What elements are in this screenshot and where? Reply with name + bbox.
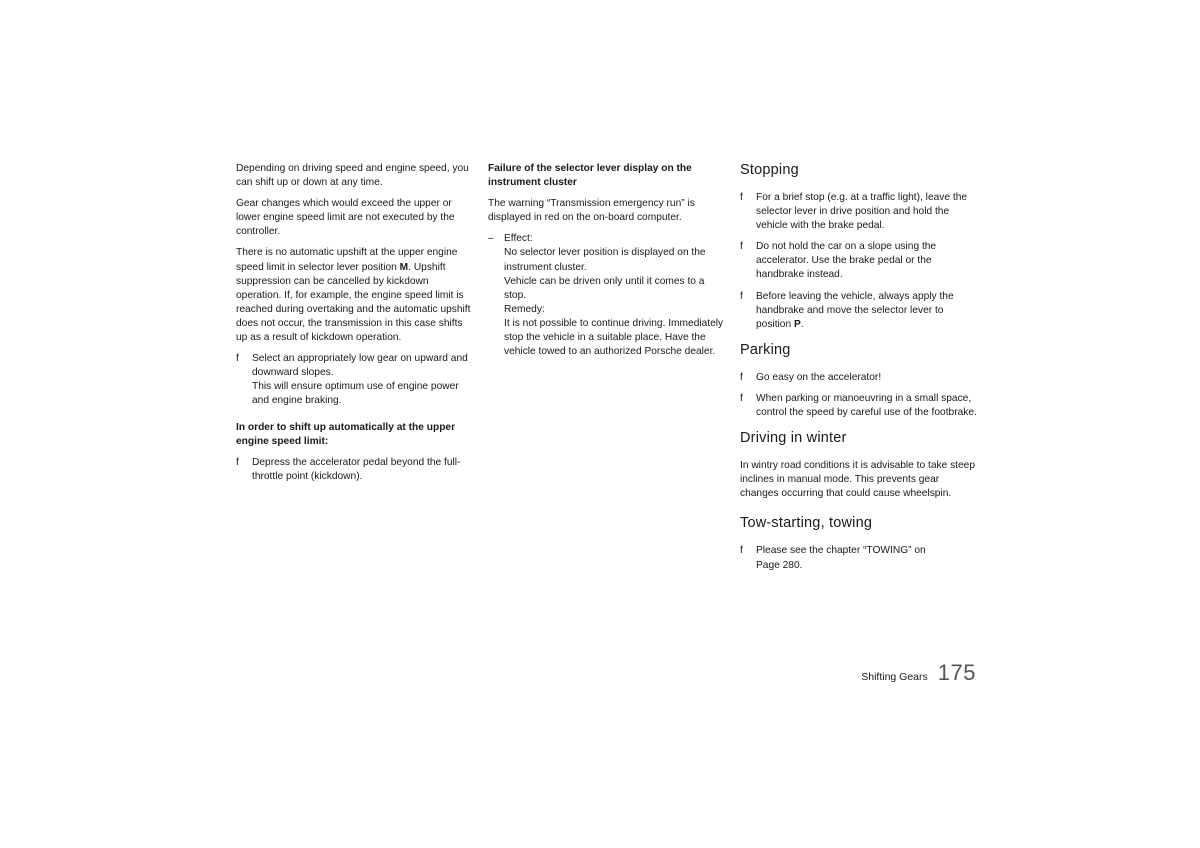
bullet-icon: f — [236, 353, 239, 365]
paragraph — [236, 246, 476, 345]
item-text: . — [800, 318, 804, 330]
page-number: 175 — [937, 660, 976, 685]
item-text: Select an appropriately low gear on upward and downward slopes. — [252, 353, 468, 379]
paragraph: In wintry road conditions it is advisable to take steep inclines in manual mode. This prevents gear changes occurring that could cause wheelspin. — [740, 460, 976, 500]
item-text: This will ensure optimum use of engine power and engine braking. — [252, 381, 459, 407]
remedy-label: Remedy: — [504, 303, 545, 315]
item-text: Please see the chapter “TOWING” on — [756, 545, 926, 557]
list-item — [488, 232, 724, 359]
text: . Upshift suppression can be cancelled by kickdown operation. If, for example, the engine speed limit is reached during overtaking and the automatic upshift does not occur, the transmission in this case shifts up as a result of kickdown operation. — [236, 261, 471, 344]
list-item — [740, 371, 980, 385]
column-left — [236, 162, 476, 491]
remedy-text: It is not possible to continue driving. Immediately stop the vehicle in a suitable place. Have the vehicle towed to an authorized Porsche dealer. — [504, 317, 724, 358]
bullet-icon: f — [740, 290, 743, 302]
bullet-icon: f — [740, 371, 743, 383]
position-m: M — [399, 261, 409, 273]
text: There is no automatic upshift at the upper engine speed limit in selector lever position — [236, 247, 458, 273]
paragraph: Gear changes which would exceed the upper or lower engine speed limit are not executed by the controller. — [236, 198, 455, 238]
item-text: Go easy on the accelerator! — [756, 371, 882, 383]
chapter-title: Shifting Gears — [861, 671, 928, 683]
list-item — [236, 352, 476, 408]
bullet-icon: f — [740, 545, 743, 557]
subheading: In order to shift up automatically at the upper engine speed limit: — [236, 421, 456, 447]
item-text: For a brief stop (e.g. at a traffic light), leave the selector lever in drive position and hold the vehicle with the brake pedal. — [756, 192, 968, 232]
item-text: Depress the accelerator pedal beyond the full-throttle point (kickdown). — [252, 456, 461, 482]
dash-icon: – — [488, 233, 494, 245]
paragraph: Depending on driving speed and engine speed, you can shift up or down at any time. — [236, 163, 469, 189]
list-item — [740, 544, 980, 572]
section-title-stopping: Stopping — [740, 162, 799, 178]
section-title-towing: Tow-starting, towing — [740, 515, 873, 532]
paragraph: The warning “Transmission emergency run” is displayed in red on the on-board computer. — [488, 198, 695, 224]
list-item — [740, 290, 980, 332]
effect-label: Effect: — [504, 233, 533, 245]
section-title-winter: Driving in winter — [740, 430, 847, 447]
column-right — [740, 162, 980, 580]
list-item — [740, 392, 980, 420]
subheading: Failure of the selector lever display on the instrument cluster — [488, 163, 692, 189]
item-text: Before leaving the vehicle, always apply the handbrake and move the selector lever to position — [756, 290, 954, 330]
position-p: P — [793, 318, 801, 330]
item-text: When parking or manoeuvring in a small space, control the speed by careful use of the footbrake. — [756, 392, 977, 419]
page-footer — [861, 660, 976, 686]
section-title-parking: Parking — [740, 341, 791, 358]
bullet-icon: f — [740, 392, 743, 404]
list-item — [236, 456, 476, 484]
bullet-icon: f — [740, 192, 743, 203]
item-text: Page 280. — [756, 559, 803, 571]
list-item — [740, 240, 980, 282]
bullet-icon: f — [740, 241, 743, 253]
effect-text: Vehicle can be driven only until it comes to a stop. — [504, 275, 705, 301]
column-middle — [488, 162, 724, 359]
list-item — [740, 191, 980, 233]
bullet-icon: f — [236, 456, 239, 468]
item-text: Do not hold the car on a slope using the accelerator. Use the brake pedal or the handbrake instead. — [756, 241, 937, 281]
effect-text: No selector lever position is displayed on the instrument cluster. — [504, 247, 706, 273]
